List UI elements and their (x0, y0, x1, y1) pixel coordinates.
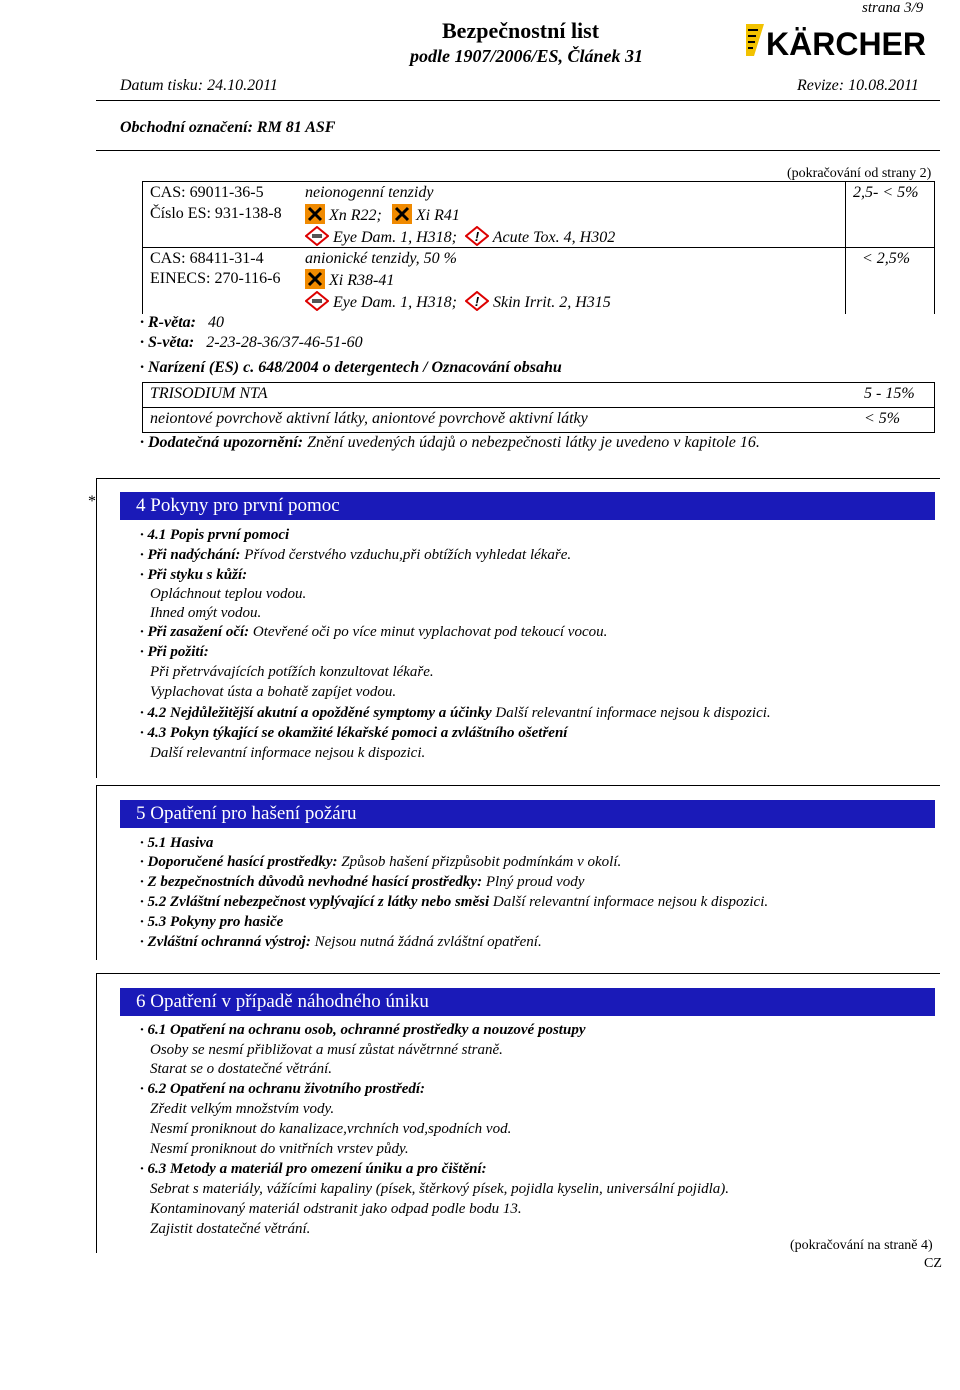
component-name-1: neionogenní tenzidy (305, 184, 434, 201)
s6-h63: · 6.3 Metody a materiál pro omezení úniku a pro čištění: (140, 1159, 487, 1179)
s4-h43-text: Další relevantní informace nejsou k dispozici. (150, 745, 426, 761)
s5-h51: · 5.1 Hasiva (140, 833, 213, 853)
header-rule (96, 100, 940, 101)
r-phrase: · R-věta: 40 (140, 314, 224, 332)
section-6-title: 6 Opatření v případě náhodného úniku (120, 988, 935, 1016)
svg-text:!: ! (474, 294, 480, 309)
svg-text:!: ! (474, 229, 480, 244)
concentration-1: 2,5- < 5% (853, 184, 919, 201)
s6-h63-1: Sebrat s materiály, vážícími kapaliny (písek, štěrkový písek, pojidla kyselin, universální pojidla). (150, 1181, 730, 1197)
table-col-divider (845, 181, 846, 314)
cas-2: CAS: 68411-31-4 (150, 250, 264, 267)
einecs-2: EINECS: 270-116-6 (150, 270, 281, 287)
section-4-title: 4 Pokyny pro první pomoc (120, 492, 935, 520)
reg-row-2-value: < 5% (864, 410, 901, 427)
additional-notes: · Dodatečná upozornění: Znění uvedených údajů o nebezpečnosti látky je uvedeno v kapitole 16. (140, 434, 760, 452)
component-name-2: anionické tenzidy, 50 % (305, 250, 457, 267)
s4-skin-2: Ihned omýt vodou. (150, 605, 262, 621)
s6-h62-3: Nesmí proniknout do vnitřních vrstev půdy. (150, 1141, 409, 1157)
s5-ppe: · Zvláštní ochranná výstroj: Nejsou nutná žádná zvláštní opatření. (140, 932, 542, 952)
s-phrase: · S-věta: 2-23-28-36/37-46-51-60 (140, 334, 363, 352)
reg-row-2-name: neiontové povrchově aktivní látky, aniontové povrchově aktivní látky (150, 410, 588, 427)
s4-ingestion-1: Při přetrvávajících potížích konzultovat lékaře. (150, 664, 434, 680)
s6-h61-2: Starat se o dostatečné větrání. (150, 1061, 333, 1077)
s5-unsuitable: · Z bezpečnostních důvodů nevhodné hasící prostředky: Plný proud vody (140, 872, 584, 892)
s4-ingestion-label: · Při požití: (140, 642, 209, 662)
revision-date: Revize: 10.08.2011 (797, 77, 919, 94)
header-rule-2 (96, 150, 940, 151)
regulation-heading: · Narízení (ES) c. 648/2004 o detergentech / Oznacování obsahu (140, 359, 562, 377)
s4-h41: · 4.1 Popis první pomoci (140, 525, 289, 545)
s4-inhalation: · Při nadýchání: Přívod čerstvého vzduchu,při obtížích vyhledat lékaře. (140, 545, 571, 565)
classification-2b: Eye Dam. 1, H318; ! Skin Irrit. 2, H315 (305, 291, 611, 316)
s5-h53: · 5.3 Pokyny pro hasiče (140, 912, 283, 932)
reg-row-1-value: 5 - 15% (864, 385, 915, 402)
section-5-title: 5 Opatření pro hašení požáru (120, 800, 935, 828)
karcher-logo (744, 18, 949, 67)
s4-eye: · Při zasažení očí: Otevřené oči po více minut vyplachovat pod tekoucí vocou. (140, 622, 607, 642)
s5-recommended: · Doporučené hasící prostředky: Způsob hašení přizpůsobit podmínkám v okolí. (140, 852, 621, 872)
es-1: Číslo ES: 931-138-8 (150, 205, 282, 222)
continuation-top: (pokračování od strany 2) (787, 166, 932, 181)
s6-h63-2: Kontaminovaný materiál odstranit jako odpad podle bodu 13. (150, 1201, 522, 1217)
s4-h43: · 4.3 Pokyn týkající se okamžité lékařské pomoci a zvláštního ošetření (140, 723, 567, 743)
concentration-2: < 2,5% (862, 250, 911, 267)
reg-row-1-name: TRISODIUM NTA (150, 385, 268, 402)
exclamation-icon (465, 226, 489, 251)
document-subtitle: podle 1907/2006/ES, Článek 31 (410, 46, 644, 66)
s6-h61-1: Osoby se nesmí přibližovat a musí zůstat návětrnné straně. (150, 1042, 503, 1058)
regulation-divider (142, 407, 935, 408)
continuation-bottom: (pokračování na straně 4) (790, 1238, 933, 1253)
s5-h52: · 5.2 Zvláštní nebezpečnost vyplývající z látky nebo směsi Další relevantní informace nejsou k dispozici. (140, 892, 768, 912)
s6-h63-3: Zajistit dostatečné větrání. (150, 1221, 311, 1237)
s4-h42: · 4.2 Nejdůležitější akutní a opožděné symptomy a účinky Další relevantní informace nejsou k dispozici. (140, 703, 771, 723)
cas-1: CAS: 69011-36-5 (150, 184, 264, 201)
s4-ingestion-2: Vyplachovat ústa a bohatě zapíjet vodou. (150, 684, 397, 700)
s6-h62-2: Nesmí proniknout do kanalizace,vrchních vod,spodních vod. (150, 1121, 512, 1137)
print-date: Datum tisku: 24.10.2011 (120, 77, 278, 94)
s6-h62: · 6.2 Opatření na ochranu životního prostředí: (140, 1079, 425, 1099)
corrosion-icon (305, 226, 329, 251)
page-number: strana 3/9 (862, 0, 924, 16)
revision-asterisk: * (88, 493, 96, 510)
classification-1a: Xn R22; Xi R41 (305, 204, 460, 229)
brand-wordmark: KÄRCHER (766, 26, 926, 62)
s6-h61: · 6.1 Opatření na ochranu osob, ochranné prostředky a nouzové postupy (140, 1020, 585, 1040)
classification-1b: Eye Dam. 1, H318; ! Acute Tox. 4, H302 (305, 226, 615, 251)
trade-name: Obchodní označení: RM 81 ASF (120, 119, 336, 136)
s6-h62-1: Zředit velkým množstvím vody. (150, 1101, 335, 1117)
exclamation-icon-2 (465, 291, 489, 316)
s4-skin-1: Opláchnout teplou vodou. (150, 586, 307, 602)
document-title: Bezpečnostní list (442, 18, 600, 43)
s4-skin-label: · Při styku s kůží: (140, 565, 247, 585)
language-code: CZ (924, 1256, 942, 1271)
classification-2a: Xi R38-41 (305, 269, 394, 294)
corrosion-icon-2 (305, 291, 329, 316)
